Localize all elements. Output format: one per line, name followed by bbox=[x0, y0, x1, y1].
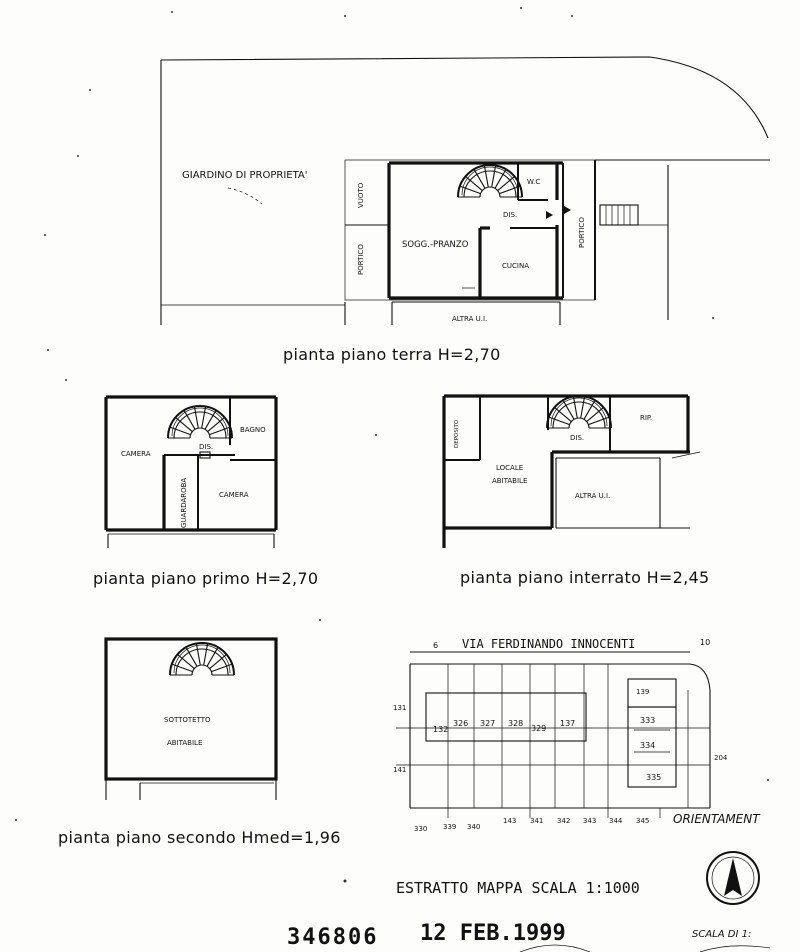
cucina-label: CUCINA bbox=[502, 262, 529, 270]
second-floor-caption: pianta piano secondo Hmed=1,96 bbox=[58, 828, 341, 847]
parcel-bottom: 344 bbox=[609, 817, 623, 825]
base-dis-label: DIS. bbox=[570, 434, 585, 442]
entry-arrow bbox=[546, 211, 553, 219]
street-number-left: 6 bbox=[433, 641, 439, 650]
parcel-label: 329 bbox=[531, 724, 547, 733]
first-floor-caption: pianta piano primo H=2,70 bbox=[93, 569, 319, 588]
base-altra-label: ALTRA U.I. bbox=[575, 492, 611, 500]
orientation-label: ORIENTAMENT bbox=[673, 812, 760, 826]
first-dis-label: DIS. bbox=[199, 443, 214, 451]
ground-floor-plan bbox=[161, 57, 770, 364]
basement-caption: pianta piano interrato H=2,45 bbox=[460, 568, 710, 587]
guardaroba-label: GUARDAROBA bbox=[180, 477, 188, 528]
garden-label: GIARDINO DI PROPRIETA' bbox=[182, 170, 308, 181]
parcel-label: 137 bbox=[560, 719, 576, 728]
parcel-bottom: 340 bbox=[467, 823, 481, 831]
locale-label-2: ABITABILE bbox=[492, 477, 528, 485]
map-scale-caption: ESTRATTO MAPPA SCALA 1:1000 bbox=[396, 879, 640, 897]
parcel-label: 328 bbox=[508, 719, 524, 728]
parcel-335: 335 bbox=[646, 773, 662, 782]
street-number-right: 10 bbox=[700, 638, 711, 647]
street-edge-bottom bbox=[410, 664, 710, 808]
parcel-bottom: 339 bbox=[443, 823, 457, 831]
street-name: VIA FERDINANDO INNOCENTI bbox=[462, 637, 636, 651]
parcel-141: 141 bbox=[393, 766, 407, 774]
parcel-label: 132 bbox=[433, 725, 449, 734]
second-spiral-stair bbox=[170, 643, 234, 675]
basement-plan bbox=[444, 396, 709, 587]
parcel-label: 327 bbox=[480, 719, 496, 728]
building-block bbox=[426, 693, 586, 741]
seal-arc bbox=[520, 945, 590, 952]
cadastral-map bbox=[393, 637, 761, 904]
rip-label: RIP. bbox=[640, 414, 653, 422]
parcel-bottom: 343 bbox=[583, 817, 597, 825]
deposito-label: DEPOSITO bbox=[454, 419, 460, 448]
parcel-bottom: 341 bbox=[530, 817, 544, 825]
property-boundary-curve bbox=[161, 57, 768, 138]
parcel-333: 333 bbox=[640, 716, 656, 725]
sottotetto-label-2: ABITABILE bbox=[167, 739, 203, 747]
first-spiral-stair bbox=[168, 406, 232, 438]
parcel-label: 326 bbox=[453, 719, 469, 728]
parcel-204: 204 bbox=[714, 754, 728, 762]
locale-label-1: LOCALE bbox=[496, 464, 524, 472]
date-stamp: 12 FEB.1999 bbox=[420, 921, 566, 946]
ground-floor-caption: pianta piano terra H=2,70 bbox=[283, 345, 501, 364]
bagno-label: BAGNO bbox=[240, 426, 266, 434]
soggiorno-label: SOGG.-PRANZO bbox=[402, 240, 469, 250]
second-floor-plan bbox=[58, 639, 341, 847]
protocol-number-stamp: 346806 bbox=[287, 925, 379, 950]
parcel-334: 334 bbox=[640, 741, 656, 750]
garden-pointer bbox=[228, 188, 262, 204]
portico-left-label: PORTICO bbox=[357, 244, 365, 275]
sottotetto-label-1: SOTTOTETTO bbox=[164, 716, 211, 724]
seal-arc-right bbox=[700, 946, 770, 952]
scan-specks bbox=[15, 7, 769, 883]
north-arrow-icon bbox=[707, 852, 759, 904]
ground-altra-label: ALTRA U.I. bbox=[452, 315, 488, 323]
camera1-label: CAMERA bbox=[121, 450, 151, 458]
portico-arrow bbox=[564, 206, 571, 214]
parcel-bottom: 342 bbox=[557, 817, 571, 825]
first-floor-plan bbox=[93, 397, 318, 588]
parcel-bottom: 143 bbox=[503, 817, 517, 825]
camera2-label: CAMERA bbox=[219, 491, 249, 499]
ground-dis-label: DIS. bbox=[503, 211, 518, 219]
basement-spiral-stair bbox=[547, 396, 611, 428]
parcel-131: 131 bbox=[393, 704, 407, 712]
second-outline bbox=[106, 639, 276, 779]
parcel-139: 139 bbox=[636, 688, 650, 696]
wc-label: W.C bbox=[527, 178, 541, 186]
parcel-bottom: 345 bbox=[636, 817, 650, 825]
vuoto-label: VUOTO bbox=[357, 182, 365, 208]
ground-spiral-stair bbox=[458, 165, 522, 197]
portico-right-label: PORTICO bbox=[578, 217, 586, 248]
parcel-bottom: 330 bbox=[414, 825, 428, 833]
scale-note: SCALA DI 1: bbox=[692, 929, 752, 940]
